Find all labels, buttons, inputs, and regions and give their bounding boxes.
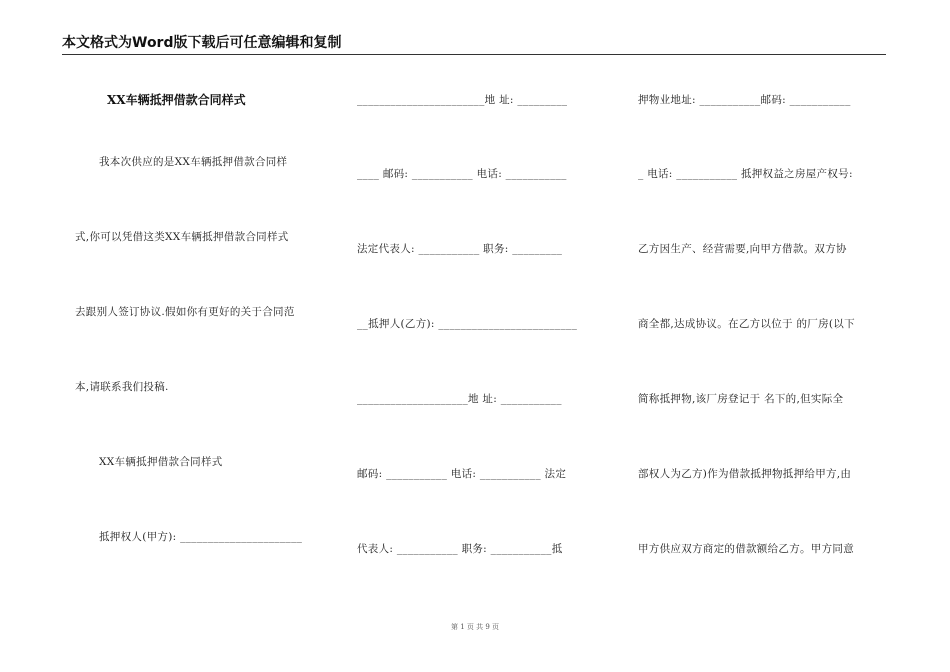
column-right bbox=[638, 0, 888, 672]
form-field-postcode-phone: 邮码: ___________ 电话: ___________ 法定 bbox=[357, 468, 567, 480]
form-field-address: ____________________地 址: ___________ bbox=[357, 393, 562, 405]
form-field-mortgagor: __抵押人(乙方): _________________________ bbox=[357, 318, 578, 330]
column-left bbox=[75, 0, 325, 672]
text-line: 部权人为乙方)作为借款抵押物抵押给甲方,由 bbox=[638, 468, 852, 480]
document-header: 本文格式为Word版下载后可任意编辑和复制 bbox=[62, 34, 886, 55]
form-field-address: _______________________地 址: _________ bbox=[357, 94, 568, 106]
text-line: 乙方因生产、经营需要,向甲方借款。双方协 bbox=[638, 243, 847, 255]
text-line: 甲方供应双方商定的借款额给乙方。甲方同意 bbox=[638, 543, 854, 555]
form-field-phone-title-no: _ 电话: ___________ 抵押权益之房屋产权号: bbox=[638, 168, 853, 180]
form-field-mortgagee: 抵押权人(甲方): ______________________ bbox=[99, 531, 303, 543]
text-line: 式,你可以凭借这类XX车辆抵押借款合同样式 bbox=[75, 231, 289, 243]
page-number: 第 1 页 共 9 页 bbox=[450, 623, 500, 631]
column-middle bbox=[357, 0, 607, 672]
text-line: 简称抵押物,该厂房登记于 名下的,但实际全 bbox=[638, 393, 844, 405]
form-field-legal-rep: 代表人: ___________ 职务: ___________抵 bbox=[357, 543, 563, 555]
text-line: 去跟别人签订协议.假如你有更好的关于合同范 bbox=[75, 306, 295, 318]
text-line: 我本次供应的是XX车辆抵押借款合同样 bbox=[99, 156, 288, 168]
form-field-legal-rep: 法定代表人: ___________ 职务: _________ bbox=[357, 243, 563, 255]
form-field-property-address: 押物业地址: ___________邮码: ___________ bbox=[638, 94, 851, 106]
document-title: XX车辆抵押借款合同样式 bbox=[107, 93, 246, 107]
section-heading: XX车辆抵押借款合同样式 bbox=[99, 456, 223, 468]
text-line: 本,请联系我们投稿. bbox=[75, 381, 169, 393]
form-field-postcode-phone: ____ 邮码: ___________ 电话: ___________ bbox=[357, 168, 567, 180]
text-line: 商全都,达成协议。在乙方以位于 的厂房(以下 bbox=[638, 318, 855, 330]
